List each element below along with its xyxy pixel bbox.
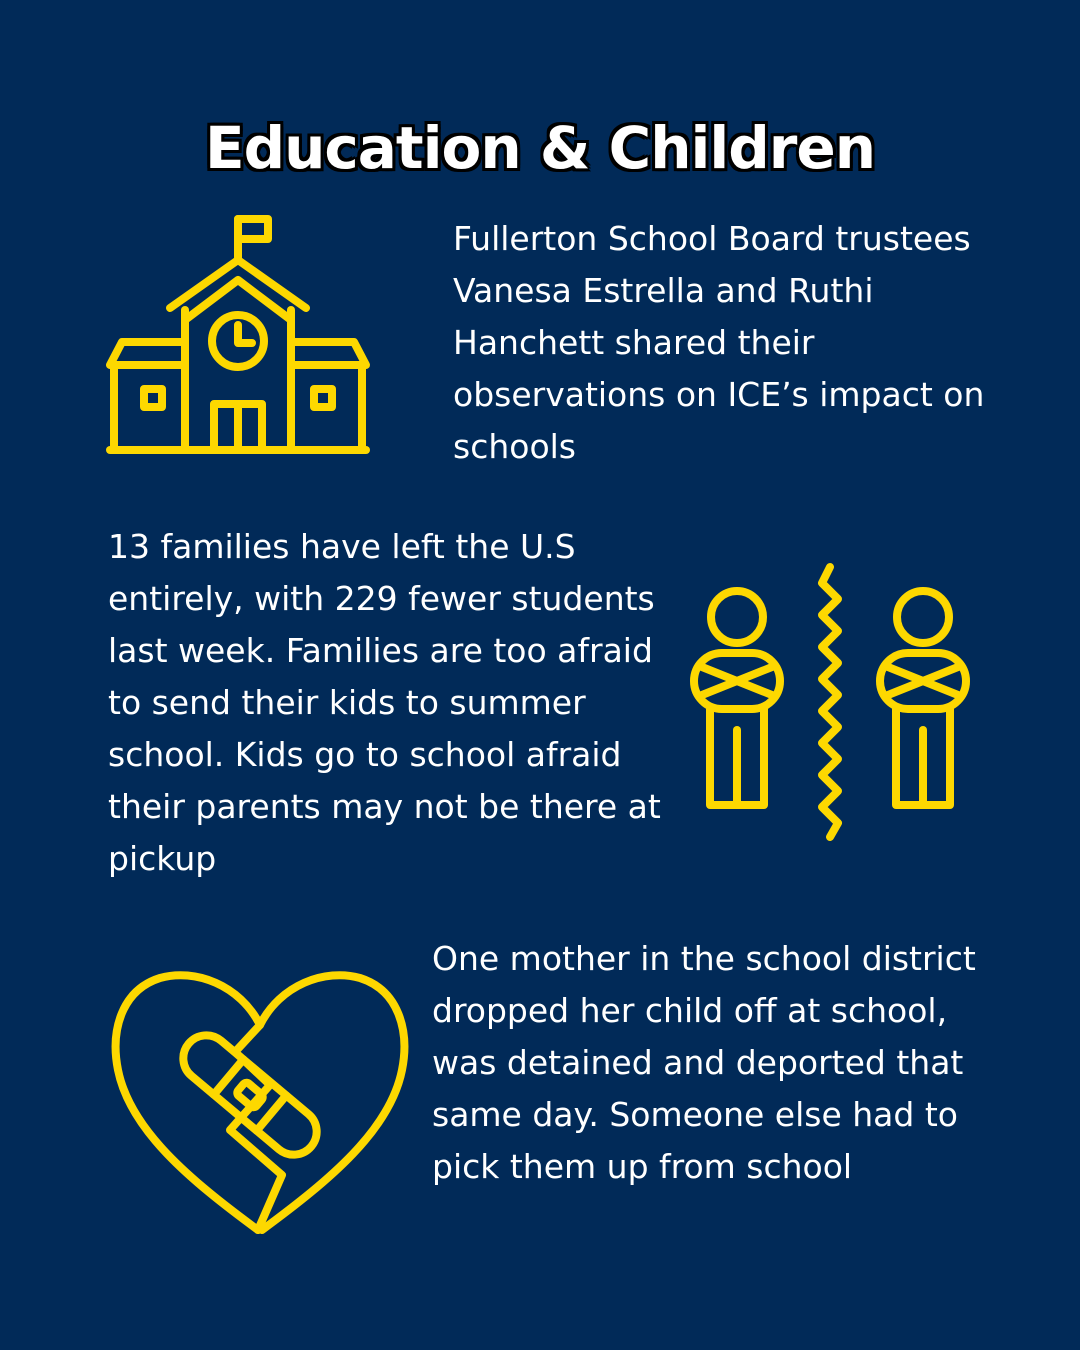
broken-heart-bandage-icon (100, 960, 420, 1245)
school-icon (100, 205, 380, 465)
page-title: Education & Children (204, 114, 876, 182)
section-2-text: 13 families have left the U.S entirely, with 229 fewer students last week. Families are too afraid to send their kids to summer school. Kids go to school afraid their parents may not be there at pickup (108, 527, 661, 878)
section-1-text: Fullerton School Board trustees Vanesa Estrella and Ruthi Hanchett shared their observations on ICE’s impact on schools (453, 219, 985, 466)
section-3-text: One mother in the school district dropped her child off at school, was detained and deported that same day. Someone else had to pick them up from school (432, 939, 976, 1186)
separated-people-icon (680, 555, 980, 850)
